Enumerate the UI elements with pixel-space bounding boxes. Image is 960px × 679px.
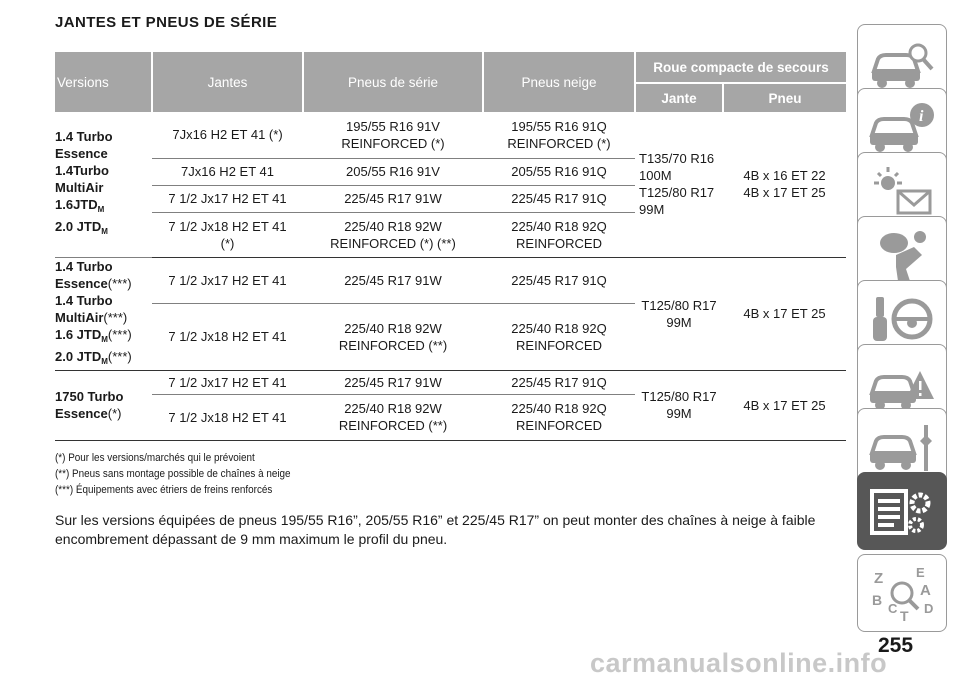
svg-text:A: A: [920, 582, 931, 599]
spare-rim-cell: T125/80 R17 99M: [635, 257, 723, 370]
footnote: (***) Équipements avec étriers de freins renforcés: [55, 484, 273, 496]
page-number: 255: [878, 634, 914, 657]
header-versions: Versions: [55, 52, 152, 112]
body-paragraph: Sur les versions équipées de pneus 195/55 R16”, 205/55 R16” et 225/45 R17” on peut monter des chaînes à neige à faible encombrement dépassant de 9 mm maximum le profil du pneu.: [55, 512, 816, 547]
spare-tire-cell: 4B x 17 ET 25: [723, 370, 846, 440]
svg-text:D: D: [924, 601, 934, 616]
airbag-seat-icon: [866, 225, 938, 285]
tire-cell: 225/40 R18 92W REINFORCED (*) (**): [303, 212, 483, 257]
rim-cell: 7 1/2 Jx17 H2 ET 41: [152, 185, 303, 212]
header-snow-tires: Pneus neige: [483, 52, 635, 112]
rim-cell: 7Jx16 H2 ET 41: [152, 158, 303, 185]
key-steering-icon: [866, 289, 938, 349]
rim-cell: 7 1/2 Jx18 H2 ET 41 (*): [152, 212, 303, 257]
snow-tire-cell: 225/45 R17 91Q: [483, 257, 635, 303]
tire-cell: 195/55 R16 91V REINFORCED (*): [303, 112, 483, 158]
car-maintenance-icon: [866, 417, 938, 477]
rim-cell: 7 1/2 Jx18 H2 ET 41: [152, 303, 303, 370]
tire-cell: 225/40 R18 92W REINFORCED (**): [303, 303, 483, 370]
snow-tire-cell: 225/40 R18 92Q REINFORCED: [483, 303, 635, 370]
car-emergency-icon: [866, 353, 938, 413]
spare-tire-cell: 4B x 17 ET 25: [723, 257, 846, 370]
spare-rim-cell: T125/80 R17 99M: [635, 370, 723, 440]
header-spare-tire: Pneu: [723, 83, 846, 112]
rim-cell: 7Jx16 H2 ET 41 (*): [152, 112, 303, 158]
group-3-versions: 1750 Turbo Essence(*): [55, 370, 152, 440]
snow-tire-cell: 205/55 R16 91Q: [483, 158, 635, 185]
page-title: JANTES ET PNEUS DE SÉRIE: [55, 14, 278, 31]
car-info-icon: [866, 97, 938, 157]
svg-text:T: T: [900, 608, 909, 623]
header-spare-rim: Jante: [635, 83, 723, 112]
car-search-icon: [866, 33, 938, 93]
technical-data-icon: [866, 481, 938, 541]
rim-cell: 7 1/2 Jx18 H2 ET 41: [152, 394, 303, 440]
spare-tire-cell: 4B x 16 ET 22 4B x 17 ET 25: [723, 112, 846, 257]
snow-tire-cell: 225/40 R18 92Q REINFORCED: [483, 394, 635, 440]
tire-cell: 205/55 R16 91V: [303, 158, 483, 185]
chapter-tab-technical-data[interactable]: [857, 472, 947, 550]
header-rims: Jantes: [152, 52, 303, 112]
alphabetical-index-icon: [866, 563, 938, 623]
tire-cell: 225/45 R17 91W: [303, 185, 483, 212]
svg-text:C: C: [888, 601, 898, 616]
svg-text:B: B: [872, 592, 883, 608]
svg-text:E: E: [916, 565, 925, 580]
footnote: (**) Pneus sans montage possible de chaînes à neige: [55, 468, 291, 480]
svg-text:Z: Z: [874, 570, 884, 587]
snow-tire-cell: 195/55 R16 91Q REINFORCED (*): [483, 112, 635, 158]
header-standard-tires: Pneus de série: [303, 52, 483, 112]
rim-cell: 7 1/2 Jx17 H2 ET 41: [152, 257, 303, 303]
warning-lights-icon: [866, 161, 938, 221]
header-spare-wheel: Roue compacte de secours: [635, 52, 846, 83]
group-1-versions: 1.4 Turbo Essence 1.4Turbo MultiAir $1.6JTD_M$ 2.0 $JTD_M$: [55, 112, 152, 257]
snow-tire-cell: 225/40 R18 92Q REINFORCED: [483, 212, 635, 257]
watermark: carmanualsonline.info: [590, 648, 888, 678]
snow-tire-cell: 225/45 R17 91Q: [483, 185, 635, 212]
snow-tire-cell: 225/45 R17 91Q: [483, 370, 635, 394]
svg-text:i: i: [919, 108, 924, 125]
rims-tires-table: [55, 52, 846, 441]
tire-cell: 225/45 R17 91W: [303, 370, 483, 394]
group-2-versions: 1.4 Turbo Essence(***) 1.4 Turbo MultiAir(***) 1.6 $JTD_M(***)$ 2.0 $JTD_M(***)$: [55, 257, 152, 370]
rim-cell: 7 1/2 Jx17 H2 ET 41: [152, 370, 303, 394]
chapter-tab-alphabetical-index[interactable]: [857, 554, 947, 632]
spare-rim-cell: T135/70 R16 100M T125/80 R17 99M: [635, 112, 723, 257]
tire-cell: 225/40 R18 92W REINFORCED (**): [303, 394, 483, 440]
footnotes: [55, 450, 317, 498]
tire-cell: 225/45 R17 91W: [303, 257, 483, 303]
footnote: (*) Pour les versions/marchés qui le prévoient: [55, 452, 255, 464]
